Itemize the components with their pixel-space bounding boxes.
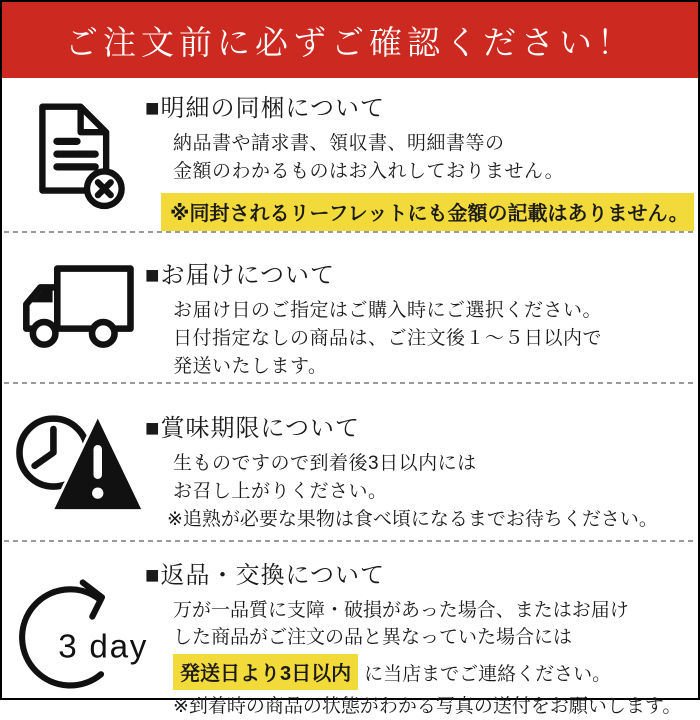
section-returns-highlight-suffix: に当店までご連絡ください。 xyxy=(364,663,612,685)
section-returns-highlight: 発送日より3日以内 xyxy=(173,654,358,690)
section-expiry-content xyxy=(145,384,698,540)
section-delivery-title: ■お届けについて xyxy=(145,262,336,289)
header-title: ご注文前に必ずご確認ください！ xyxy=(65,23,635,61)
section-invoice-content xyxy=(145,78,698,231)
section-invoice-title: ■明細の同梱について xyxy=(145,95,386,122)
delivery-truck-icon xyxy=(16,261,138,355)
section-delivery-line: お届け日のご指定はご購入時にご選択ください。 xyxy=(173,300,603,321)
section-returns xyxy=(2,542,698,720)
section-invoice-line: 金額のわかるものはお入れしておりません。 xyxy=(173,161,565,182)
header-banner xyxy=(2,2,698,78)
section-expiry-line: ※追熟が必要な果物は食べ頃になるまでお待ちください。 xyxy=(167,509,658,530)
section-expiry-title: ■賞味期限について xyxy=(145,415,361,442)
section-expiry-line: お召し上がりください。 xyxy=(173,481,388,502)
return-days-label: 3 day xyxy=(57,628,148,666)
section-delivery-line: 発送いたします。 xyxy=(173,356,328,377)
section-returns-line: 万が一品質に支障・破損があった場合、またはお届け xyxy=(173,600,629,621)
section-expiry xyxy=(2,384,698,540)
section-delivery-icon-col xyxy=(2,233,145,382)
document-no-price-icon xyxy=(26,99,128,211)
section-expiry-line: 生ものですので到着後3日以内には xyxy=(173,453,477,474)
section-expiry-icon-col xyxy=(2,384,145,540)
clock-warning-icon xyxy=(11,405,143,519)
section-invoice xyxy=(2,78,698,231)
section-delivery xyxy=(2,233,698,382)
section-invoice-line: 納品書や請求書、領収書、明細書等の xyxy=(173,133,505,154)
section-delivery-content xyxy=(145,233,698,382)
section-delivery-line: 日付指定なしの商品は、ご注文後１～５日以内で xyxy=(173,328,603,349)
section-invoice-icon-col xyxy=(2,78,145,231)
section-returns-icon-col xyxy=(2,542,148,720)
section-returns-content xyxy=(145,542,698,720)
section-invoice-highlight: ※同封されるリーフレットにも金額の記載はありません。 xyxy=(161,193,694,231)
section-returns-title: ■返品・交換について xyxy=(145,562,386,589)
section-returns-note: ※到着時の商品の状態がわかる写真の送付をお願いします。 xyxy=(173,696,682,717)
return-cycle-icon xyxy=(9,572,148,690)
section-returns-line: した商品がご注文の品と異なっていた場合には xyxy=(173,627,573,648)
section-returns-highlight-line xyxy=(173,654,694,690)
